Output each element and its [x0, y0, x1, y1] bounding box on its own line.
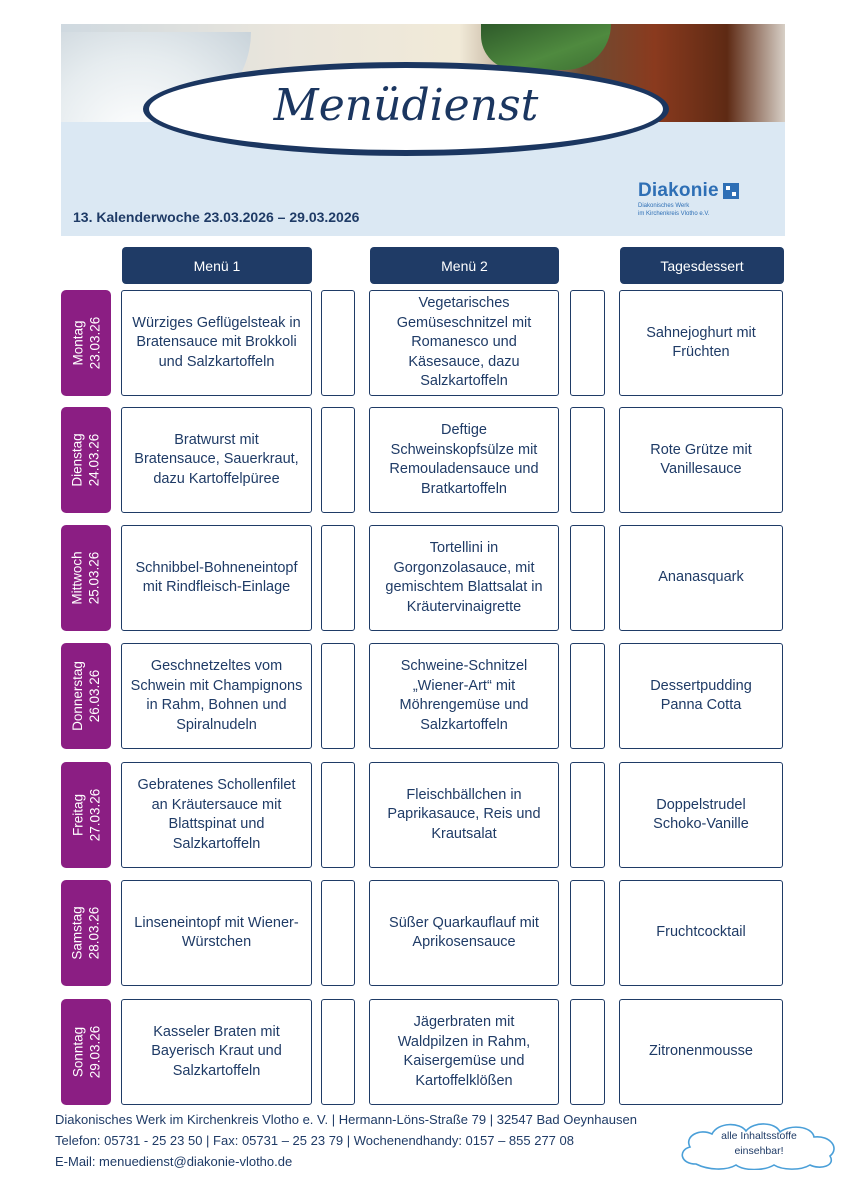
dessert-cell: Sahnejoghurt mit Früchten: [619, 290, 783, 396]
diakonie-logo: [638, 180, 788, 218]
day-name: Montag: [70, 320, 85, 366]
day-date: 26.03.26: [87, 669, 103, 723]
day-date: 27.03.26: [87, 788, 102, 842]
menu1-cell: Gebratenes Schollenfilet an Kräutersauce mit Blattspinat und Salzkartoffeln: [121, 762, 312, 868]
day-date: 28.03.26: [87, 906, 102, 960]
day-label: [61, 880, 111, 986]
day-date: 25.03.26: [87, 551, 103, 605]
allergen-note-cloud: [674, 1120, 844, 1170]
day-name: Mittwoch: [70, 551, 86, 605]
day-name: Samstag: [70, 906, 85, 960]
note-line-2: einsehbar!: [734, 1145, 784, 1157]
menu2-cell: Deftige Schweinskopfsülze mit Remouladensauce und Bratkartoffeln: [369, 407, 559, 513]
menu1-cell: Schnibbel-Bohneneintopf mit Rindfleisch-Einlage: [121, 525, 312, 631]
day-label: [61, 407, 111, 513]
day-date: 24.03.26: [87, 433, 103, 487]
dessert-cell: Doppelstrudel Schoko-Vanille: [619, 762, 783, 868]
day-label: [61, 762, 111, 868]
day-name: Freitag: [70, 793, 85, 837]
day-date: 29.03.26: [87, 1025, 102, 1079]
calendar-week: 13. Kalenderwoche 23.03.2026 – 29.03.2026: [73, 209, 360, 225]
menu2-cell: Schweine-Schnitzel „Wiener-Art“ mit Möhrengemüse und Salzkartoffeln: [369, 643, 559, 749]
note-line-1: alle Inhaltsstoffe: [721, 1130, 797, 1142]
column-header-menu1: Menü 1: [122, 247, 312, 284]
dessert-cell: Zitronenmousse: [619, 999, 783, 1105]
day-label: [61, 290, 111, 396]
menu1-checkbox[interactable]: [321, 880, 355, 986]
footer-phone: Telefon: 05731 - 25 23 50 | Fax: 05731 – 25 23 79 | Wochenendhandy: 0157 – 855 277 08: [55, 1133, 574, 1148]
logo-name: Diakonie: [638, 180, 719, 201]
day-label: [61, 525, 111, 631]
day-name: Sonntag: [70, 1026, 85, 1078]
footer-email: E-Mail: menuedienst@diakonie-vlotho.de: [55, 1154, 293, 1169]
menu2-cell: Jägerbraten mit Waldpilzen in Rahm, Kaisergemüse und Kartoffelklößen: [369, 999, 559, 1105]
menu2-checkbox[interactable]: [570, 525, 605, 631]
basil-leaf-shape: [481, 24, 611, 70]
day-label: [61, 999, 111, 1105]
menu1-checkbox[interactable]: [321, 525, 355, 631]
menu1-checkbox[interactable]: [321, 290, 355, 396]
menu2-checkbox[interactable]: [570, 762, 605, 868]
column-header-dessert: Tagesdessert: [620, 247, 784, 284]
header: [61, 24, 785, 236]
dessert-cell: Dessertpudding Panna Cotta: [619, 643, 783, 749]
footer: [55, 1109, 637, 1172]
title-oval: [143, 62, 669, 156]
logo-sub-1: Diakonisches Werk: [638, 203, 690, 209]
menu2-cell: Vegetarisches Gemüseschnitzel mit Romanesco und Käsesauce, dazu Salzkartoffeln: [369, 290, 559, 396]
menu2-cell: Tortellini in Gorgonzolasauce, mit gemischtem Blattsalat in Kräutervinaigrette: [369, 525, 559, 631]
menu2-checkbox[interactable]: [570, 407, 605, 513]
menu1-checkbox[interactable]: [321, 999, 355, 1105]
menu1-cell: Geschnetzeltes vom Schwein mit Champignons in Rahm, Bohnen und Spiralnudeln: [121, 643, 312, 749]
dessert-cell: Fruchtcocktail: [619, 880, 783, 986]
logo-sub-2: im Kirchenkreis Vlotho e.V.: [638, 211, 710, 217]
menu1-cell: Linseneintopf mit Wiener-Würstchen: [121, 880, 312, 986]
menu2-checkbox[interactable]: [570, 290, 605, 396]
menu1-cell: Kasseler Braten mit Bayerisch Kraut und Salzkartoffeln: [121, 999, 312, 1105]
footer-address: Diakonisches Werk im Kirchenkreis Vlotho e. V. | Hermann-Löns-Straße 79 | 32547 Bad Oeynhausen: [55, 1112, 637, 1127]
menu2-checkbox[interactable]: [570, 643, 605, 749]
menu2-checkbox[interactable]: [570, 999, 605, 1105]
page-title: Menüdienst: [273, 80, 539, 131]
menu1-cell: Würziges Geflügelsteak in Bratensauce mit Brokkoli und Salzkartoffeln: [121, 290, 312, 396]
menu1-checkbox[interactable]: [321, 762, 355, 868]
menu2-checkbox[interactable]: [570, 880, 605, 986]
day-name: Donnerstag: [70, 661, 86, 731]
dessert-cell: Rote Grütze mit Vanillesauce: [619, 407, 783, 513]
dessert-cell: Ananasquark: [619, 525, 783, 631]
day-name: Dienstag: [70, 433, 86, 487]
diakonie-cross-icon: [723, 183, 739, 199]
day-date: 23.03.26: [87, 316, 102, 370]
menu1-checkbox[interactable]: [321, 407, 355, 513]
menu1-cell: Bratwurst mit Bratensauce, Sauerkraut, dazu Kartoffelpüree: [121, 407, 312, 513]
menu2-cell: Fleischbällchen in Paprikasauce, Reis und Krautsalat: [369, 762, 559, 868]
day-label: [61, 643, 111, 749]
menu1-checkbox[interactable]: [321, 643, 355, 749]
column-header-menu2: Menü 2: [370, 247, 559, 284]
menu2-cell: Süßer Quarkauflauf mit Aprikosensauce: [369, 880, 559, 986]
